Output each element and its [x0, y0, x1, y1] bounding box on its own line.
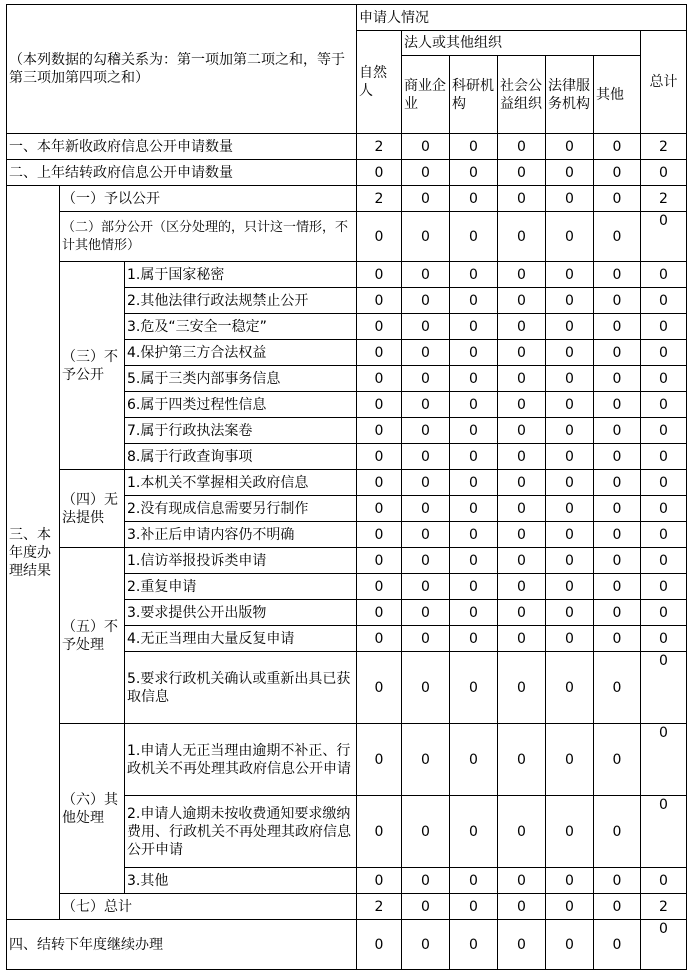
value-total: 0 [641, 652, 687, 724]
value-total: 0 [641, 920, 687, 970]
value-cell: 0 [450, 444, 498, 470]
group-label-not-public: （三）不予公开 [60, 262, 125, 470]
value-cell: 0 [498, 392, 546, 418]
value-cell: 0 [546, 626, 594, 652]
table-row [7, 548, 687, 574]
header-subcol: 法律服务机构 [546, 56, 594, 134]
value-cell: 0 [402, 894, 450, 920]
value-total: 0 [641, 724, 687, 796]
value-cell: 0 [450, 522, 498, 548]
value-cell: 0 [402, 288, 450, 314]
value-cell: 0 [498, 366, 546, 392]
value-total: 0 [641, 796, 687, 868]
value-cell: 0 [546, 160, 594, 186]
table-row [7, 724, 687, 796]
table-row [7, 134, 687, 160]
value-cell: 0 [402, 262, 450, 288]
value-cell: 0 [498, 160, 546, 186]
header-note: （本列数据的勾稽关系为：第一项加第二项之和，等于第三项加第四项之和） [7, 5, 357, 134]
value-cell: 0 [402, 724, 450, 796]
value-cell: 0 [594, 134, 641, 160]
value-cell: 0 [594, 796, 641, 868]
value-cell: 2 [357, 186, 402, 212]
item-label: 3.要求提供公开出版物 [125, 600, 357, 626]
value-cell: 0 [357, 600, 402, 626]
table-row [7, 920, 687, 970]
value-total: 0 [641, 868, 687, 894]
value-cell: 0 [498, 724, 546, 796]
value-cell: 0 [402, 340, 450, 366]
section-results-label: 三、本年度办理结果 [7, 186, 60, 920]
value-cell: 0 [450, 894, 498, 920]
group-label-other: （六）其他处理 [60, 724, 125, 894]
item-label: 2.没有现成信息需要另行制作 [125, 496, 357, 522]
value-cell: 0 [594, 418, 641, 444]
value-cell: 0 [450, 496, 498, 522]
value-cell: 0 [450, 868, 498, 894]
value-cell: 0 [546, 392, 594, 418]
value-cell: 0 [357, 522, 402, 548]
value-cell: 0 [594, 340, 641, 366]
value-cell: 0 [546, 920, 594, 970]
value-cell: 0 [402, 186, 450, 212]
value-cell: 0 [594, 160, 641, 186]
value-total: 0 [641, 574, 687, 600]
value-cell: 0 [402, 626, 450, 652]
item-label: 3.补正后申请内容仍不明确 [125, 522, 357, 548]
value-cell: 0 [498, 920, 546, 970]
value-cell: 0 [450, 548, 498, 574]
value-cell: 0 [402, 418, 450, 444]
value-cell: 0 [357, 314, 402, 340]
value-cell: 2 [357, 894, 402, 920]
value-cell: 0 [402, 600, 450, 626]
statistics-table [6, 4, 687, 970]
value-cell: 0 [402, 314, 450, 340]
value-cell: 0 [498, 868, 546, 894]
value-cell: 0 [498, 340, 546, 366]
item-label: 3.其他 [125, 868, 357, 894]
value-cell: 0 [546, 186, 594, 212]
value-cell: 0 [357, 574, 402, 600]
value-cell: 0 [546, 574, 594, 600]
item-label: 7.属于行政执法案卷 [125, 418, 357, 444]
value-cell: 0 [450, 724, 498, 796]
table-row [7, 212, 687, 262]
value-cell: 0 [357, 548, 402, 574]
value-cell: 0 [450, 366, 498, 392]
value-cell: 0 [498, 600, 546, 626]
value-cell: 0 [450, 796, 498, 868]
value-cell: 0 [402, 470, 450, 496]
value-total: 2 [641, 134, 687, 160]
value-cell: 0 [450, 212, 498, 262]
value-cell: 0 [546, 894, 594, 920]
value-total: 0 [641, 626, 687, 652]
header-total: 总计 [641, 31, 687, 134]
value-cell: 0 [594, 548, 641, 574]
value-cell: 0 [498, 288, 546, 314]
value-cell: 0 [546, 724, 594, 796]
value-cell: 0 [450, 652, 498, 724]
value-cell: 0 [357, 160, 402, 186]
value-cell: 0 [357, 418, 402, 444]
item-label: 3.危及“三安全一稳定” [125, 314, 357, 340]
value-cell: 0 [498, 134, 546, 160]
value-total: 0 [641, 314, 687, 340]
value-cell: 0 [450, 262, 498, 288]
item-label: 1.信访举报投诉类申请 [125, 548, 357, 574]
value-cell: 0 [450, 186, 498, 212]
value-cell: 0 [546, 868, 594, 894]
value-cell: 0 [546, 288, 594, 314]
value-cell: 0 [402, 920, 450, 970]
table-row [7, 894, 687, 920]
value-cell: 0 [402, 134, 450, 160]
value-total: 0 [641, 212, 687, 262]
group-label-not-processed: （五）不予处理 [60, 548, 125, 724]
header-subcol: 其他 [594, 56, 641, 134]
value-cell: 0 [546, 796, 594, 868]
value-cell: 0 [546, 470, 594, 496]
header-subcol: 科研机构 [450, 56, 498, 134]
value-cell: 0 [357, 496, 402, 522]
item-label: 1.申请人无正当理由逾期不补正、行政机关不再处理其政府信息公开申请 [125, 724, 357, 796]
value-total: 0 [641, 522, 687, 548]
table-row [7, 262, 687, 288]
value-cell: 0 [546, 134, 594, 160]
group-label-partial: （二）部分公开（区分处理的，只计这一情形，不计其他情形） [60, 212, 357, 262]
value-cell: 0 [546, 652, 594, 724]
value-cell: 0 [357, 366, 402, 392]
table-body [7, 5, 687, 970]
value-cell: 0 [357, 796, 402, 868]
value-total: 0 [641, 444, 687, 470]
value-cell: 0 [450, 392, 498, 418]
value-cell: 0 [357, 444, 402, 470]
value-cell: 0 [498, 574, 546, 600]
value-cell: 0 [450, 314, 498, 340]
table-row [7, 470, 687, 496]
value-cell: 0 [357, 340, 402, 366]
value-cell: 0 [594, 626, 641, 652]
value-cell: 0 [498, 262, 546, 288]
value-cell: 0 [402, 366, 450, 392]
value-cell: 0 [594, 366, 641, 392]
value-cell: 0 [498, 522, 546, 548]
value-cell: 0 [546, 600, 594, 626]
value-total: 2 [641, 186, 687, 212]
value-cell: 0 [498, 796, 546, 868]
value-cell: 0 [594, 262, 641, 288]
value-cell: 0 [402, 160, 450, 186]
row-label-new-requests: 一、本年新收政府信息公开申请数量 [7, 134, 357, 160]
value-cell: 0 [450, 600, 498, 626]
value-cell: 0 [450, 626, 498, 652]
header-applicant-status: 申请人情况 [357, 5, 687, 31]
value-total: 0 [641, 548, 687, 574]
value-cell: 0 [546, 340, 594, 366]
value-cell: 0 [594, 496, 641, 522]
item-label: 5.要求行政机关确认或重新出具已获取信息 [125, 652, 357, 724]
value-cell: 0 [402, 574, 450, 600]
value-cell: 0 [546, 212, 594, 262]
value-cell: 0 [594, 574, 641, 600]
value-cell: 0 [450, 134, 498, 160]
value-cell: 0 [546, 314, 594, 340]
value-cell: 0 [546, 522, 594, 548]
value-cell: 0 [546, 444, 594, 470]
value-cell: 0 [357, 212, 402, 262]
value-cell: 0 [498, 314, 546, 340]
header-legal-group: 法人或其他组织 [402, 31, 641, 56]
value-cell: 0 [450, 920, 498, 970]
value-cell: 0 [546, 418, 594, 444]
value-cell: 0 [594, 652, 641, 724]
value-total: 0 [641, 160, 687, 186]
value-total: 0 [641, 262, 687, 288]
value-cell: 0 [402, 522, 450, 548]
value-total: 0 [641, 340, 687, 366]
value-cell: 0 [357, 920, 402, 970]
header-natural-person: 自然人 [357, 31, 402, 134]
value-cell: 0 [594, 894, 641, 920]
value-cell: 0 [498, 626, 546, 652]
header-subcol: 商业企业 [402, 56, 450, 134]
row-label-carried-over: 二、上年结转政府信息公开申请数量 [7, 160, 357, 186]
value-cell: 0 [450, 288, 498, 314]
value-cell: 0 [594, 600, 641, 626]
value-total: 0 [641, 392, 687, 418]
value-cell: 0 [594, 314, 641, 340]
value-cell: 0 [450, 160, 498, 186]
group-label-unavailable: （四）无法提供 [60, 470, 125, 548]
value-cell: 0 [450, 470, 498, 496]
value-cell: 0 [357, 652, 402, 724]
value-cell: 0 [357, 392, 402, 418]
value-cell: 0 [594, 212, 641, 262]
value-cell: 0 [357, 868, 402, 894]
value-cell: 0 [498, 444, 546, 470]
value-cell: 0 [594, 920, 641, 970]
value-cell: 0 [357, 470, 402, 496]
value-cell: 0 [402, 548, 450, 574]
value-cell: 0 [594, 522, 641, 548]
item-label: 6.属于四类过程性信息 [125, 392, 357, 418]
value-cell: 0 [357, 288, 402, 314]
table-row [7, 160, 687, 186]
value-cell: 0 [402, 652, 450, 724]
item-label: 8.属于行政查询事项 [125, 444, 357, 470]
value-total: 0 [641, 600, 687, 626]
item-label: 4.保护第三方合法权益 [125, 340, 357, 366]
value-cell: 0 [450, 340, 498, 366]
item-label: 2.其他法律行政法规禁止公开 [125, 288, 357, 314]
value-cell: 0 [594, 186, 641, 212]
value-total: 0 [641, 496, 687, 522]
value-cell: 0 [498, 548, 546, 574]
value-total: 2 [641, 894, 687, 920]
value-cell: 0 [402, 444, 450, 470]
value-cell: 0 [357, 626, 402, 652]
value-cell: 0 [498, 212, 546, 262]
item-label: 1.属于国家秘密 [125, 262, 357, 288]
header-subcol: 社会公益组织 [498, 56, 546, 134]
item-label: 4.无正当理由大量反复申请 [125, 626, 357, 652]
value-cell: 0 [402, 496, 450, 522]
value-cell: 0 [546, 262, 594, 288]
value-cell: 0 [450, 418, 498, 444]
value-cell: 0 [546, 496, 594, 522]
item-label: 1.本机关不掌握相关政府信息 [125, 470, 357, 496]
item-label: 2.申请人逾期未按收费通知要求缴纳费用、行政机关不再处理其政府信息公开申请 [125, 796, 357, 868]
value-cell: 0 [498, 470, 546, 496]
value-cell: 0 [498, 418, 546, 444]
group-label-public: （一）予以公开 [60, 186, 357, 212]
value-cell: 0 [402, 868, 450, 894]
value-cell: 0 [594, 288, 641, 314]
value-cell: 0 [594, 444, 641, 470]
value-cell: 0 [498, 496, 546, 522]
group-label-total: （七）总计 [60, 894, 357, 920]
value-total: 0 [641, 366, 687, 392]
value-cell: 0 [498, 186, 546, 212]
value-total: 0 [641, 470, 687, 496]
value-cell: 0 [594, 392, 641, 418]
value-cell: 0 [357, 262, 402, 288]
value-cell: 0 [402, 212, 450, 262]
value-total: 0 [641, 288, 687, 314]
value-cell: 0 [594, 868, 641, 894]
value-cell: 0 [546, 366, 594, 392]
item-label: 2.重复申请 [125, 574, 357, 600]
value-cell: 0 [594, 724, 641, 796]
item-label: 5.属于三类内部事务信息 [125, 366, 357, 392]
table-row [7, 186, 687, 212]
value-cell: 0 [357, 724, 402, 796]
value-cell: 0 [498, 652, 546, 724]
value-cell: 0 [546, 548, 594, 574]
value-cell: 0 [594, 470, 641, 496]
value-cell: 2 [357, 134, 402, 160]
value-cell: 0 [450, 574, 498, 600]
value-cell: 0 [402, 796, 450, 868]
value-cell: 0 [498, 894, 546, 920]
value-cell: 0 [402, 392, 450, 418]
row-label-carry-forward: 四、结转下年度继续办理 [7, 920, 357, 970]
value-total: 0 [641, 418, 687, 444]
